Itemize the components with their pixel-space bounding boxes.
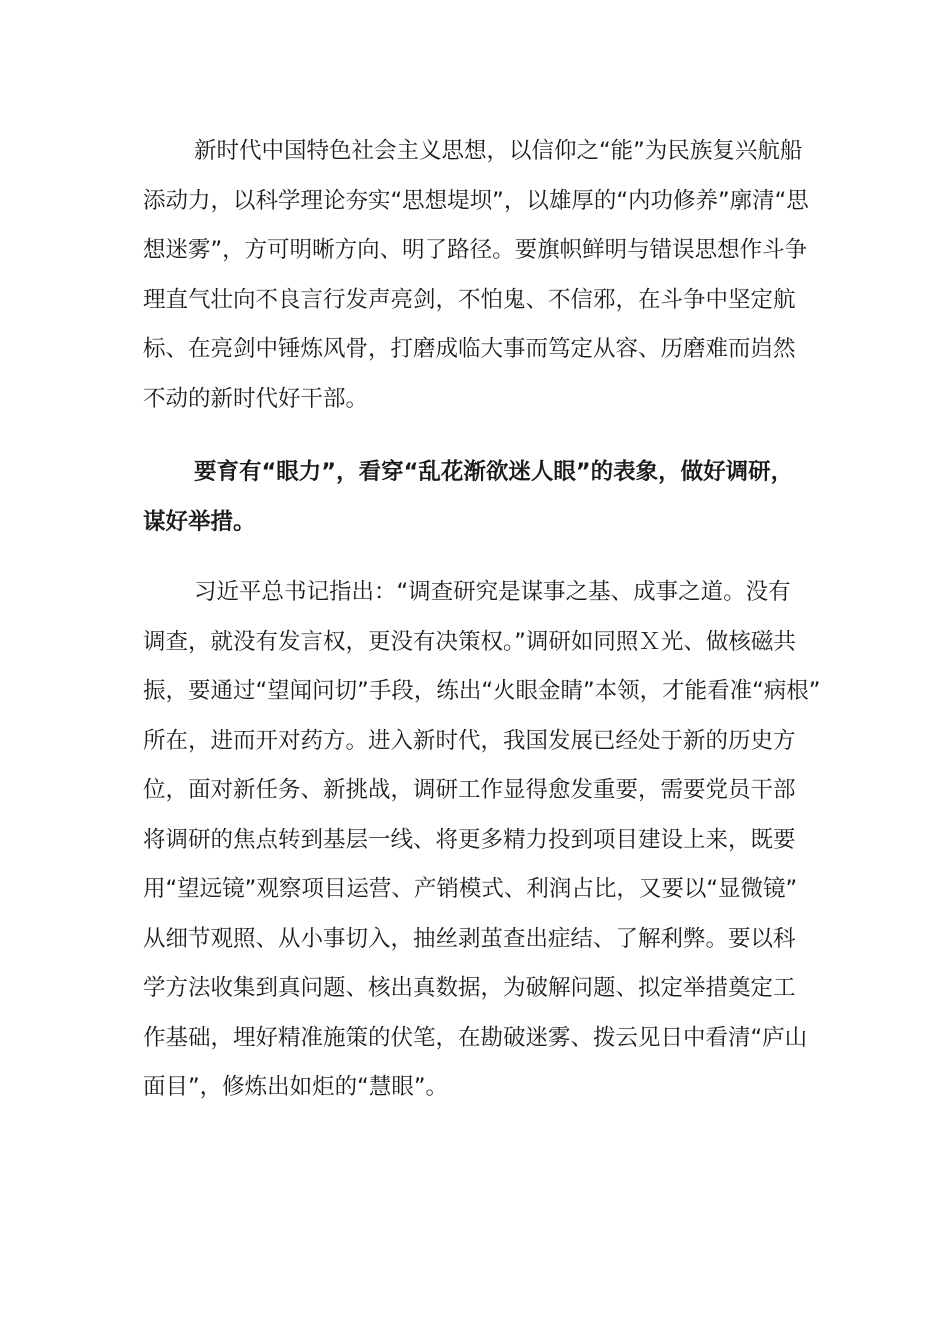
heading-line: 谋好举措。 bbox=[143, 509, 256, 535]
paragraph-line: 新时代中国特色社会主义思想，以信仰之“能”为民族复兴航船 bbox=[194, 138, 803, 164]
paragraph-line: 将调研的焦点转到基层一线、将更多精力投到项目建设上来，既要 bbox=[143, 826, 796, 853]
paragraph-line: 学方法收集到真问题、核出真数据，为破解问题、拟定举措奠定工 bbox=[143, 975, 796, 1001]
paragraph-line: 理直气壮向不良言行发声亮剑，不怕鬼、不信邪，在斗争中坚定航 bbox=[143, 286, 796, 313]
paragraph-line: 位，面对新任务、新挑战，调研工作显得愈发重要，需要党员干部 bbox=[143, 777, 796, 803]
paragraph-line: 振，要通过“望闻问切”手段，练出“火眼金睛”本领，才能看准“病根” bbox=[143, 678, 821, 704]
paragraph-line: 习近平总书记指出：“调查研究是谋事之基、成事之道。没有 bbox=[194, 579, 791, 605]
paragraph-line: 面目”，修炼出如炬的“慧眼”。 bbox=[143, 1074, 448, 1100]
heading-line: 要育有“眼力”，看穿“乱花渐欲迷人眼”的表象，做好调研， bbox=[194, 459, 794, 485]
section-heading-eyesight bbox=[143, 447, 807, 547]
paragraph-line: 不动的新时代好干部。 bbox=[143, 385, 369, 412]
paragraph-line: 作基础，埋好精准施策的伏笔，在勘破迷雾、拨云见日中看清“庐山 bbox=[143, 1024, 808, 1051]
paragraph-line: 标、在亮剑中锤炼风骨，打磨成临大事而笃定从容、历磨难而岿然 bbox=[143, 336, 796, 362]
paragraph-line: 想迷雾”，方可明晰方向、明了路径。要旗帜鲜明与错误思想作斗争 bbox=[143, 237, 808, 263]
paragraph-faith bbox=[143, 127, 807, 424]
paragraph-line: 调查，就没有发言权，更没有决策权。”调研如同照Ｘ光、做核磁共 bbox=[143, 628, 796, 655]
paragraph-line: 所在，进而开对药方。进入新时代，我国发展已经处于新的历史方 bbox=[143, 727, 796, 754]
paragraph-line: 从细节观照、从小事切入，抽丝剥茧查出症结、了解利弊。要以科 bbox=[143, 925, 796, 952]
paragraph-line: 添动力，以科学理论夯实“思想堤坝”，以雄厚的“内功修养”廓清“思 bbox=[143, 187, 809, 214]
paragraph-line: 用“望远镜”观察项目运营、产销模式、利润占比，又要以“显微镜” bbox=[143, 876, 798, 902]
paragraph-research bbox=[143, 568, 821, 1113]
